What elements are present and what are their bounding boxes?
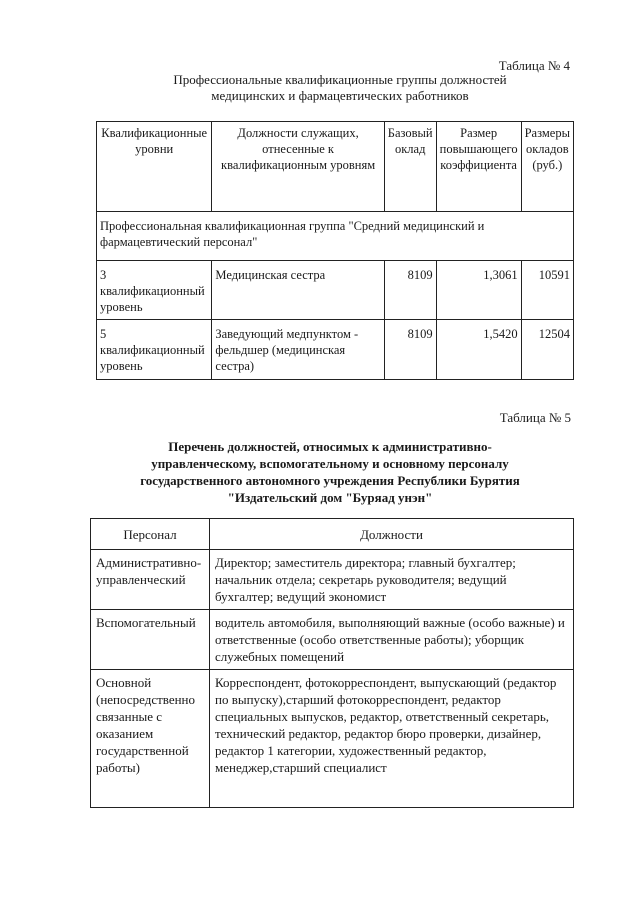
- table4-cell-level: 3 квалификационный уровень: [97, 261, 212, 320]
- table4-label: Таблица № 4: [498, 58, 570, 73]
- table4-cell-base: 8109: [384, 320, 436, 380]
- table4-header-coef: Размер повышающего коэффициента: [436, 122, 521, 212]
- table5-cell-staff: Основной (непосредственно связанные с оказанием государственной работы): [91, 670, 210, 808]
- table4-cell-position: Заведующий медпунктом - фельдшер (медицинская сестра): [212, 320, 384, 380]
- table4-header-position: Должности служащих, отнесенные к квалификационным уровням: [212, 122, 384, 212]
- table4-group-title: Профессиональная квалификационная группа "Средний медицинский и фармацевтический персонал": [97, 212, 574, 261]
- table-row: [91, 550, 574, 610]
- table4-cell-level: 5 квалификационный уровень: [97, 320, 212, 380]
- table4-cell-coef: 1,3061: [436, 261, 521, 320]
- table5-header-staff: Персонал: [91, 519, 210, 550]
- table5-cell-positions: Директор; заместитель директора; главный бухгалтер; начальник отдела; секретарь руководителя; ведущий бухгалтер; ведущий экономист: [209, 550, 573, 610]
- table5-title: [110, 438, 550, 506]
- table4-header-base: Базовый оклад: [384, 122, 436, 212]
- table5-title-line2: управленческому, вспомогательному и основному персоналу: [151, 456, 509, 471]
- table5-label: Таблица № 5: [499, 410, 571, 425]
- table-row: [97, 261, 574, 320]
- table5-header-row: [91, 519, 574, 550]
- table4-header-row: [97, 122, 574, 212]
- table4-group-row: [97, 212, 574, 261]
- table4-cell-base: 8109: [384, 261, 436, 320]
- table5-cell-positions: Корреспондент, фотокорреспондент, выпускающий (редактор по выпуску),старший фотокорреспондент, редактор специальных выпусков, редактор, ответственный секретарь, технический редактор, редактор бюро проверки, дизайнер, редактор 1 категории, художественный редактор, менеджер,старший специалист: [209, 670, 573, 808]
- table5-title-line4: "Издательский дом "Буряад унэн": [227, 490, 433, 505]
- table4-title: [140, 72, 540, 104]
- table4-title-line1: Профессиональные квалификационные группы должностей: [173, 72, 507, 87]
- table-row: [91, 670, 574, 808]
- table-row: [97, 320, 574, 380]
- table4-cell-position: Медицинская сестра: [212, 261, 384, 320]
- table5-title-line3: государственного автономного учреждения Республики Бурятия: [140, 473, 520, 488]
- table4-cell-salary: 12504: [521, 320, 573, 380]
- table5-cell-staff: Вспомогательный: [91, 610, 210, 670]
- table4-header-salary: Размеры окладов (руб.): [521, 122, 573, 212]
- table4-header-level: Квалификационные уровни: [97, 122, 212, 212]
- table4-cell-coef: 1,5420: [436, 320, 521, 380]
- table5-header-positions: Должности: [209, 519, 573, 550]
- table-row: [91, 610, 574, 670]
- table4-cell-salary: 10591: [521, 261, 573, 320]
- table5-title-line1: Перечень должностей, относимых к административно-: [168, 439, 492, 454]
- table4-title-line2: медицинских и фармацевтических работников: [211, 88, 469, 103]
- table-4: [96, 121, 574, 380]
- table-5: [90, 518, 574, 808]
- table5-cell-positions: водитель автомобиля, выполняющий важные (особо важные) и ответственные (особо ответственные работы); уборщик служебных помещений: [209, 610, 573, 670]
- table5-cell-staff: Административно-управленческий: [91, 550, 210, 610]
